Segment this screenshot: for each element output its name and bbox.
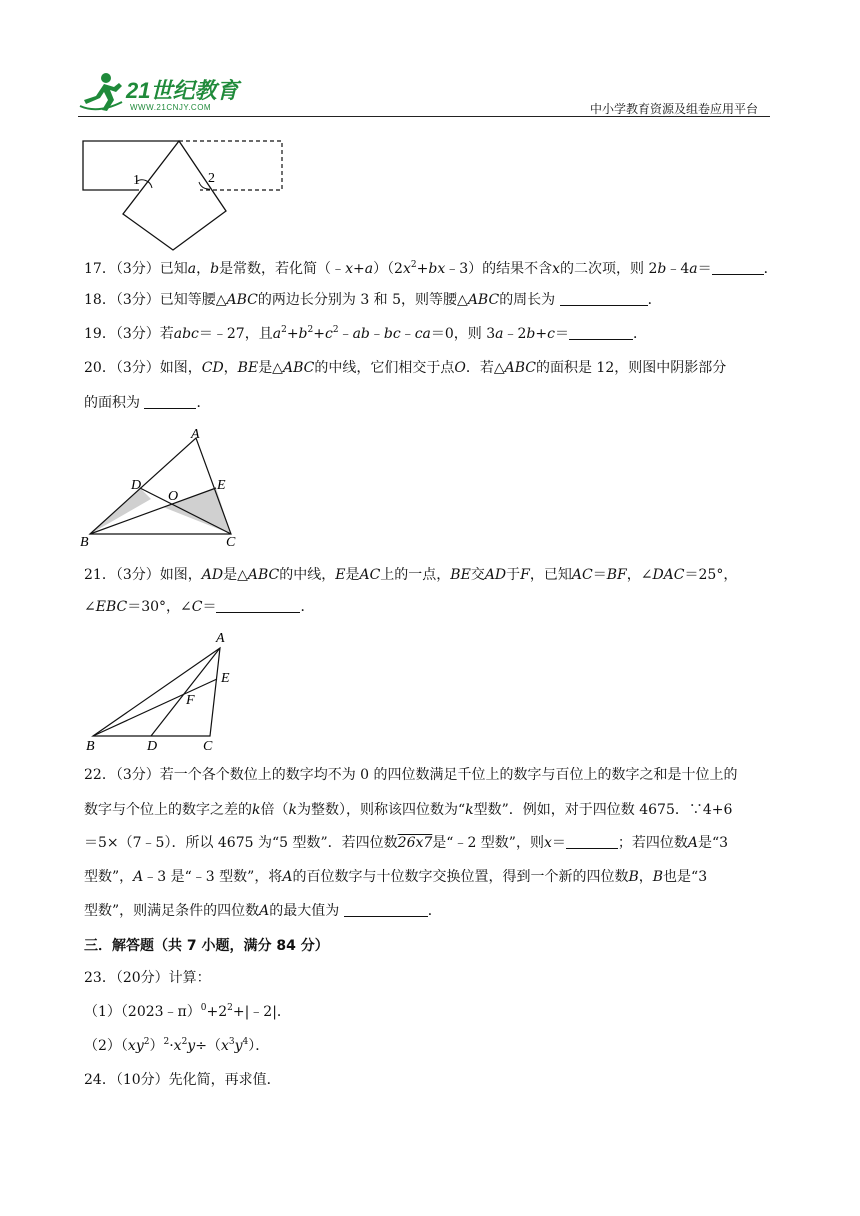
question-23: 23．（20分）计算： <box>84 970 211 986</box>
answer-blank-17[interactable] <box>712 260 764 275</box>
answer-blank-22b[interactable] <box>344 902 428 917</box>
point-label-a: A <box>191 427 200 442</box>
point-label-c: C <box>226 535 236 550</box>
question-18: 18．（3分）已知等腰△ABC的两边长分别为 3 和 5，则等腰△ABC的周长为 ． <box>84 292 662 308</box>
question-23-part1: $(1)(2023﹣\pi)^0+2^2+|﹣2|$． <box>84 1003 291 1020</box>
point-label-d: D <box>147 739 158 752</box>
triangle-figure-21 <box>78 626 248 752</box>
answer-blank-21[interactable] <box>216 598 300 613</box>
runner-icon <box>78 70 124 112</box>
question-22-line4: 型数”，A﹣3 是“﹣3 型数”，将A的百位数字与十位数字交换位置，得到一个新的四位数B，B也是“3 <box>84 869 708 885</box>
question-22-line2: 数字与个位上的数字之差的k倍（k为整数），则称该四位数为“k型数”．例如，对于四位数 4675．∵4+6 <box>84 802 733 818</box>
fold-angle-2: 2 <box>208 171 215 186</box>
answer-blank-18[interactable] <box>560 291 648 306</box>
point-label-e: E <box>217 478 226 493</box>
point-label-b: B <box>86 739 95 752</box>
answer-blank-20[interactable] <box>144 394 196 409</box>
question-19: 19．（3分）若abc＝﹣27，且$a^2+b^2+c^2﹣ab﹣bc﹣ca=0$，则 3a﹣2b+c＝ ． <box>84 325 647 342</box>
question-21: 21．（3分）如图，AD是△ABC的中线，E是AC上的一点，BE交AD于F，已知AC＝BF，∠DAC＝25°， <box>84 567 738 583</box>
question-17: 17．（3分）已知a，b是常数，若化简$(﹣x+a)(2x^2+bx﹣3)$的结果不含x的二次项，则 2b﹣4a＝ ． <box>84 260 778 277</box>
point-label-b: B <box>80 535 89 550</box>
fold-angle-1: 1 <box>133 173 140 188</box>
logo-text: 21世纪教育 <box>126 78 239 103</box>
point-label-c: C <box>203 739 213 752</box>
question-20: 20．（3分）如图，CD，BE是△ABC的中线，它们相交于点O．若△ABC的面积是 12，则图中阴影部分 <box>84 360 727 376</box>
section-heading-3: 三．解答题（共 7 小题，满分 84 分） <box>84 938 329 954</box>
answer-blank-22a[interactable] <box>566 834 618 849</box>
point-label-a: A <box>216 631 225 646</box>
logo <box>78 68 258 116</box>
question-22-line3: ＝5×（7﹣5）．所以 4675 为“5 型数”．若四位数26x7是“﹣2 型数”，则x＝ ；若四位数A是“3 <box>84 835 729 851</box>
point-label-e: E <box>221 671 230 686</box>
question-23-part2: $(2)(xy^2)^2\cdot x^2y\div(x^3y^4)$． <box>84 1037 270 1054</box>
overlined-number: 26x7 <box>397 835 433 851</box>
answer-blank-19[interactable] <box>569 325 633 340</box>
question-22-line5: 型数”，则满足条件的四位数A的最大值为 ． <box>84 903 442 919</box>
platform-name: 中小学教育资源及组卷应用平台 <box>590 102 759 116</box>
question-24: 24．（10分）先化简，再求值． <box>84 1072 281 1088</box>
point-label-d: D <box>131 478 142 493</box>
question-20-line2: 的面积为 ． <box>84 395 211 411</box>
point-label-o: O <box>168 489 179 504</box>
triangle-figure-20 <box>78 424 248 550</box>
question-21-line2: ∠EBC＝30°，∠C＝ ． <box>84 599 315 615</box>
logo-url: WWW.21CNJY.COM <box>130 103 212 112</box>
point-label-f: F <box>186 693 195 708</box>
header-divider <box>78 116 770 117</box>
fold-figure <box>78 132 288 254</box>
question-22-line1: 22．（3分）若一个各个数位上的数字均不为 0 的四位数满足千位上的数字与百位上的数字之和是十位上的 <box>84 767 738 783</box>
